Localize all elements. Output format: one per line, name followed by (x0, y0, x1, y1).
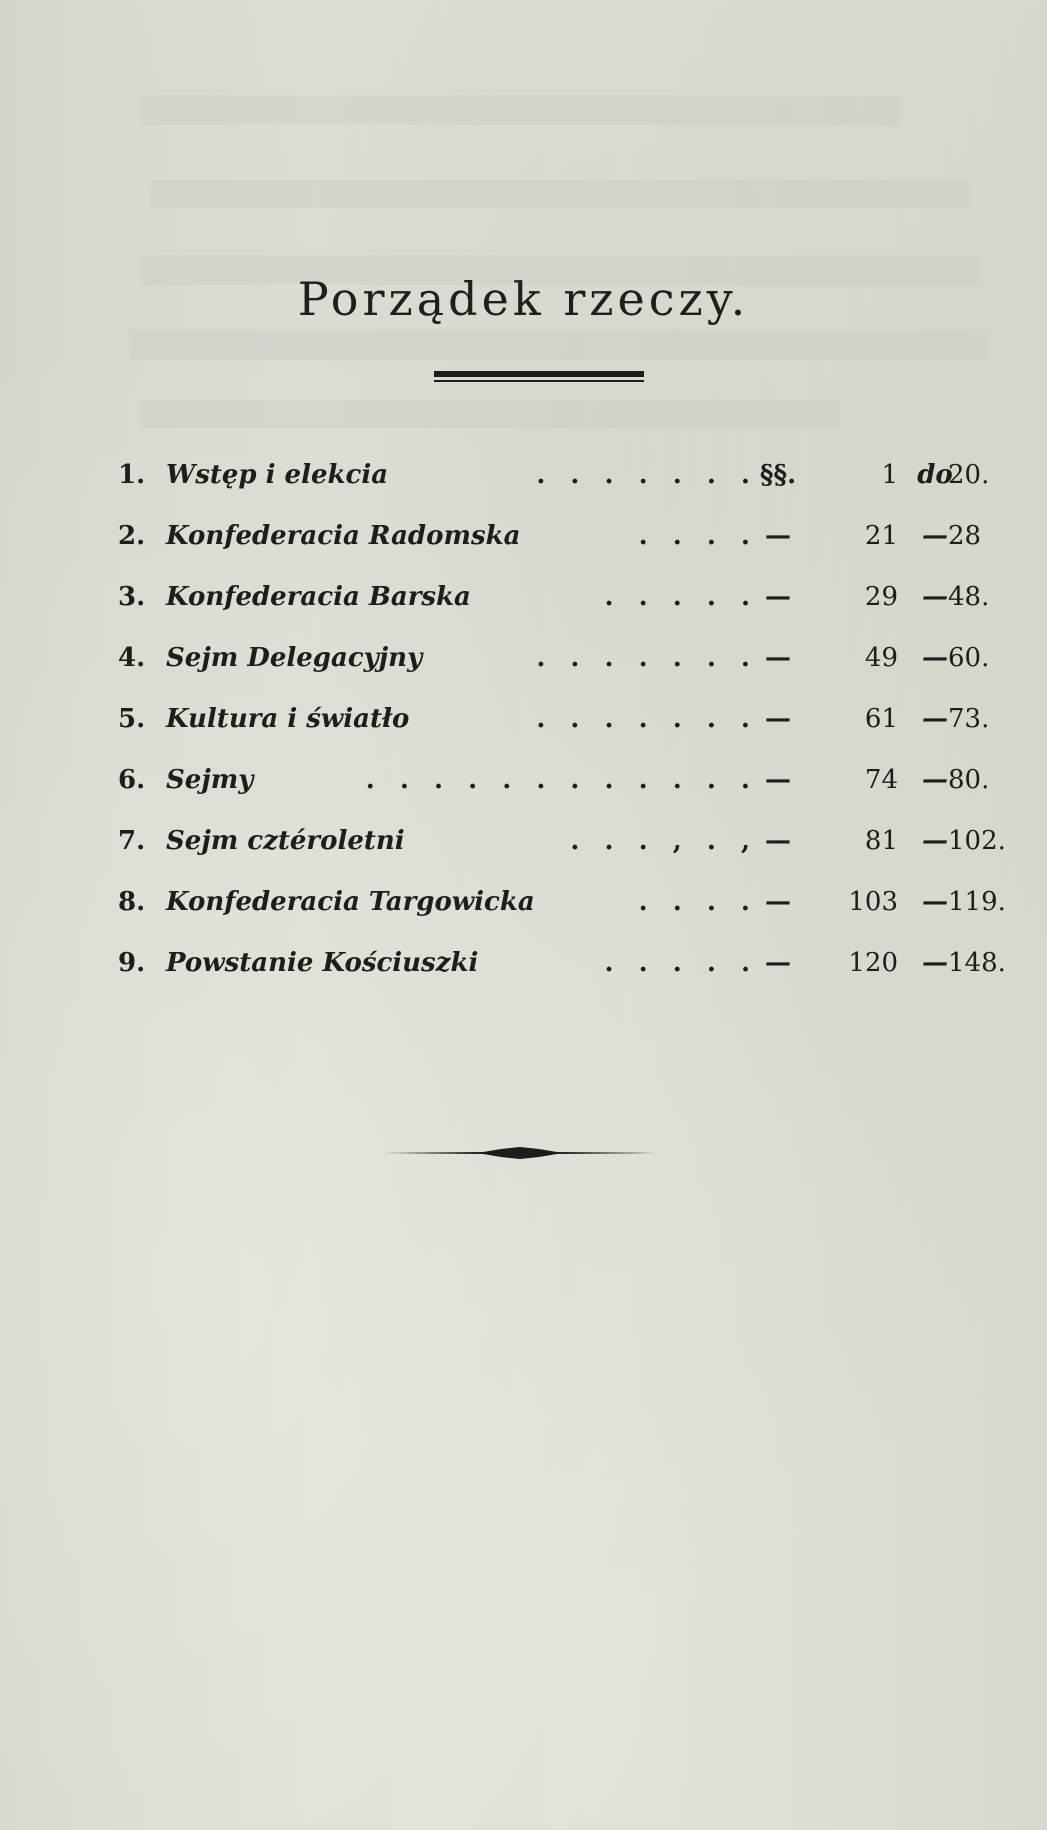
toc-title: Wstęp i elekcia (166, 460, 389, 490)
toc-row (118, 460, 990, 521)
toc-mark: §§. (759, 460, 797, 490)
toc-from: 1 (881, 460, 898, 490)
toc-mark: — (765, 521, 791, 551)
end-ornament (383, 1143, 657, 1163)
table-of-contents (118, 460, 1006, 1009)
toc-from: 29 (864, 582, 898, 612)
toc-row (118, 948, 1006, 1009)
toc-title: Konfederacia Barska (166, 582, 471, 612)
toc-separator: — (922, 826, 948, 856)
toc-title: Sejm cztéroletni (166, 826, 405, 856)
toc-row (118, 826, 1006, 887)
toc-to: 20. (948, 460, 990, 490)
toc-leader-dots: . . . . . . . (536, 643, 758, 673)
toc-mark: — (765, 826, 791, 856)
toc-leader-dots: . . . . . (604, 948, 758, 978)
toc-leader-dots: . . . . . . . (536, 704, 758, 734)
toc-title: Sejmy (166, 765, 254, 795)
toc-leader-dots: . . . . (638, 887, 758, 917)
toc-mark: — (765, 643, 791, 673)
toc-separator: — (922, 582, 948, 612)
toc-row (118, 521, 982, 582)
toc-mark: — (765, 582, 791, 612)
toc-leader-dots: . . . . . (604, 582, 758, 612)
toc-separator: — (922, 704, 948, 734)
toc-to: 119. (948, 887, 1006, 917)
toc-to: 102. (948, 826, 1006, 856)
toc-number: 4. (118, 643, 146, 673)
toc-separator: — (922, 643, 948, 673)
toc-leader-dots: . . . . . . . . . . . . (365, 765, 758, 795)
toc-title: Kultura i światło (166, 704, 410, 734)
toc-separator: — (922, 887, 948, 917)
toc-mark: — (765, 704, 791, 734)
toc-from: 21 (864, 521, 898, 551)
toc-from: 49 (864, 643, 898, 673)
toc-row (118, 704, 990, 765)
toc-number: 2. (118, 521, 146, 551)
toc-row (118, 887, 1006, 948)
toc-from: 120 (848, 948, 898, 978)
toc-to: 48. (948, 582, 990, 612)
title-double-rule (434, 371, 644, 383)
toc-number: 9. (118, 948, 146, 978)
toc-separator: — (922, 948, 948, 978)
toc-number: 6. (118, 765, 146, 795)
toc-separator: do (917, 460, 953, 490)
toc-number: 8. (118, 887, 146, 917)
toc-row (118, 643, 990, 704)
toc-number: 3. (118, 582, 146, 612)
toc-from: 74 (864, 765, 898, 795)
toc-mark: — (765, 765, 791, 795)
toc-to: 60. (948, 643, 990, 673)
toc-to: 148. (948, 948, 1006, 978)
toc-number: 5. (118, 704, 146, 734)
toc-from: 81 (864, 826, 898, 856)
toc-row (118, 582, 990, 643)
toc-to: 28 (948, 521, 982, 551)
toc-title: Konfederacia Radomska (166, 521, 521, 551)
toc-title: Powstanie Kościuszki (166, 948, 479, 978)
page-title: Porządek rzeczy. (297, 272, 750, 326)
toc-separator: — (922, 765, 948, 795)
toc-mark: — (765, 887, 791, 917)
toc-to: 73. (948, 704, 990, 734)
toc-title: Konfederacia Targowicka (166, 887, 535, 917)
toc-number: 1. (118, 460, 146, 490)
toc-from: 61 (864, 704, 898, 734)
toc-number: 7. (118, 826, 146, 856)
toc-row (118, 765, 990, 826)
toc-leader-dots: . . . , . , (570, 826, 758, 856)
toc-mark: — (765, 948, 791, 978)
toc-to: 80. (948, 765, 990, 795)
toc-from: 103 (848, 887, 898, 917)
toc-separator: — (922, 521, 948, 551)
toc-leader-dots: . . . . . . . (536, 460, 758, 490)
toc-leader-dots: . . . . (638, 521, 758, 551)
toc-title: Sejm Delegacyjny (166, 643, 423, 673)
